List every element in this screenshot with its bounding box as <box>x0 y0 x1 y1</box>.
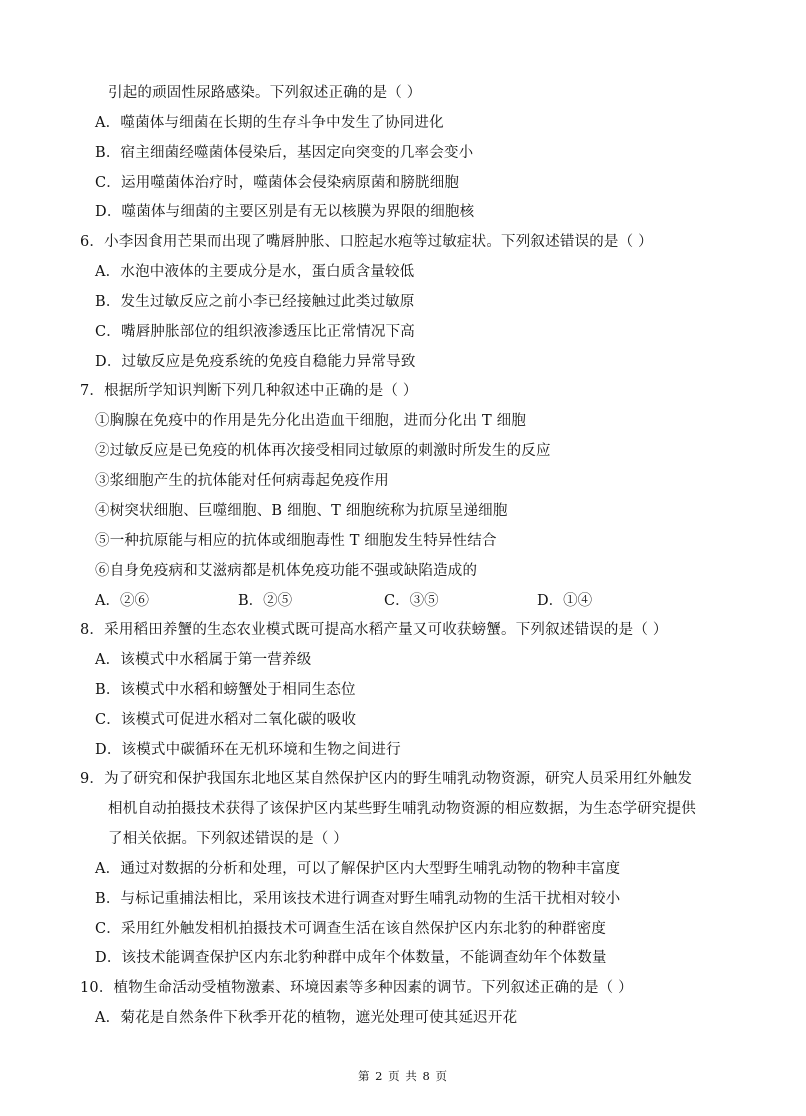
q6-option-b: B．发生过敏反应之前小李已经接触过此类过敏原 <box>95 294 415 310</box>
q9-option-d: D．该技术能调查保护区内东北豹种群中成年个体数量，不能调查幼年个体数量 <box>95 950 607 966</box>
q7-statement-6: ⑥自身免疫病和艾滋病都是机体免疫功能不强或缺陷造成的 <box>95 563 478 579</box>
q8-option-c: C．该模式可促进水稻对二氧化碳的吸收 <box>95 712 357 728</box>
q8-stem: 8．采用稻田养蟹的生态农业模式既可提高水稻产量又可收获螃蟹。下列叙述错误的是（ ） <box>80 622 668 638</box>
q7-choice-b: B．②⑤ <box>238 593 293 609</box>
q7-statement-3: ③浆细胞产生的抗体能对任何病毒起免疫作用 <box>95 473 389 489</box>
q5-option-b: B．宿主细菌经噬菌体侵染后，基因定向突变的几率会变小 <box>95 145 474 161</box>
q6-option-d: D．过敏反应是免疫系统的免疫自稳能力异常导致 <box>95 354 416 370</box>
q5-stem-continuation: 引起的顽固性尿路感染。下列叙述正确的是（ ） <box>108 85 422 101</box>
q9-stem-line-2: 相机自动拍摄技术获得了该保护区内某些野生哺乳动物资源的相应数据，为生态学研究提供 <box>108 801 696 817</box>
q8-option-a: A．该模式中水稻属于第一营养级 <box>95 652 312 668</box>
q7-statement-1: ①胸腺在免疫中的作用是先分化出造血干细胞，进而分化出 T 细胞 <box>95 413 527 429</box>
q7-choice-c: C．③⑤ <box>384 593 439 609</box>
q10-option-a: A．菊花是自然条件下秋季开花的植物，遮光处理可使其延迟开花 <box>95 1010 518 1026</box>
q9-option-b: B．与标记重捕法相比，采用该技术进行调查对野生哺乳动物的生活干扰相对较小 <box>95 891 621 907</box>
q7-choice-a: A．②⑥ <box>95 593 149 609</box>
q6-option-c: C．嘴唇肿胀部位的组织液渗透压比正常情况下高 <box>95 324 415 340</box>
q9-option-a: A．通过对数据的分析和处理，可以了解保护区内大型野生哺乳动物的物种丰富度 <box>95 861 621 877</box>
q7-statement-5: ⑤一种抗原能与相应的抗体或细胞毒性 T 细胞发生特异性结合 <box>95 533 497 549</box>
q5-option-c: C．运用噬菌体治疗时，噬菌体会侵染病原菌和膀胱细胞 <box>95 175 460 191</box>
q5-option-d: D．噬菌体与细菌的主要区别是有无以核膜为界限的细胞核 <box>95 204 475 220</box>
q5-option-a: A．噬菌体与细菌在长期的生存斗争中发生了协同进化 <box>95 115 444 131</box>
q10-stem: 10．植物生命活动受植物激素、环境因素等多种因素的调节。下列叙述正确的是（ ） <box>80 980 633 996</box>
q7-statement-2: ②过敏反应是已免疫的机体再次接受相同过敏原的刺激时所发生的反应 <box>95 443 551 459</box>
q7-stem: 7．根据所学知识判断下列几种叙述中正确的是（ ） <box>80 383 418 399</box>
q8-option-d: D．该模式中碳循环在无机环境和生物之间进行 <box>95 742 401 758</box>
q9-stem-line-3: 了相关依据。下列叙述错误的是（ ） <box>108 831 349 847</box>
q9-option-c: C．采用红外触发相机拍摄技术可调查生活在该自然保护区内东北豹的种群密度 <box>95 921 607 937</box>
q7-choice-d: D．①④ <box>537 593 593 609</box>
page-number-footer: 第 2 页 共 8 页 <box>358 1069 448 1083</box>
q7-statement-4: ④树突状细胞、巨噬细胞、B 细胞、T 细胞统称为抗原呈递细胞 <box>95 503 508 519</box>
q8-option-b: B．该模式中水稻和螃蟹处于相同生态位 <box>95 682 356 698</box>
q6-option-a: A．水泡中液体的主要成分是水，蛋白质含量较低 <box>95 264 415 280</box>
q6-stem: 6．小李因食用芒果而出现了嘴唇肿胀、口腔起水疱等过敏症状。下列叙述错误的是（ ） <box>80 234 653 250</box>
q9-stem-line-1: 9．为了研究和保护我国东北地区某自然保护区内的野生哺乳动物资源，研究人员采用红外触发 <box>80 771 693 787</box>
